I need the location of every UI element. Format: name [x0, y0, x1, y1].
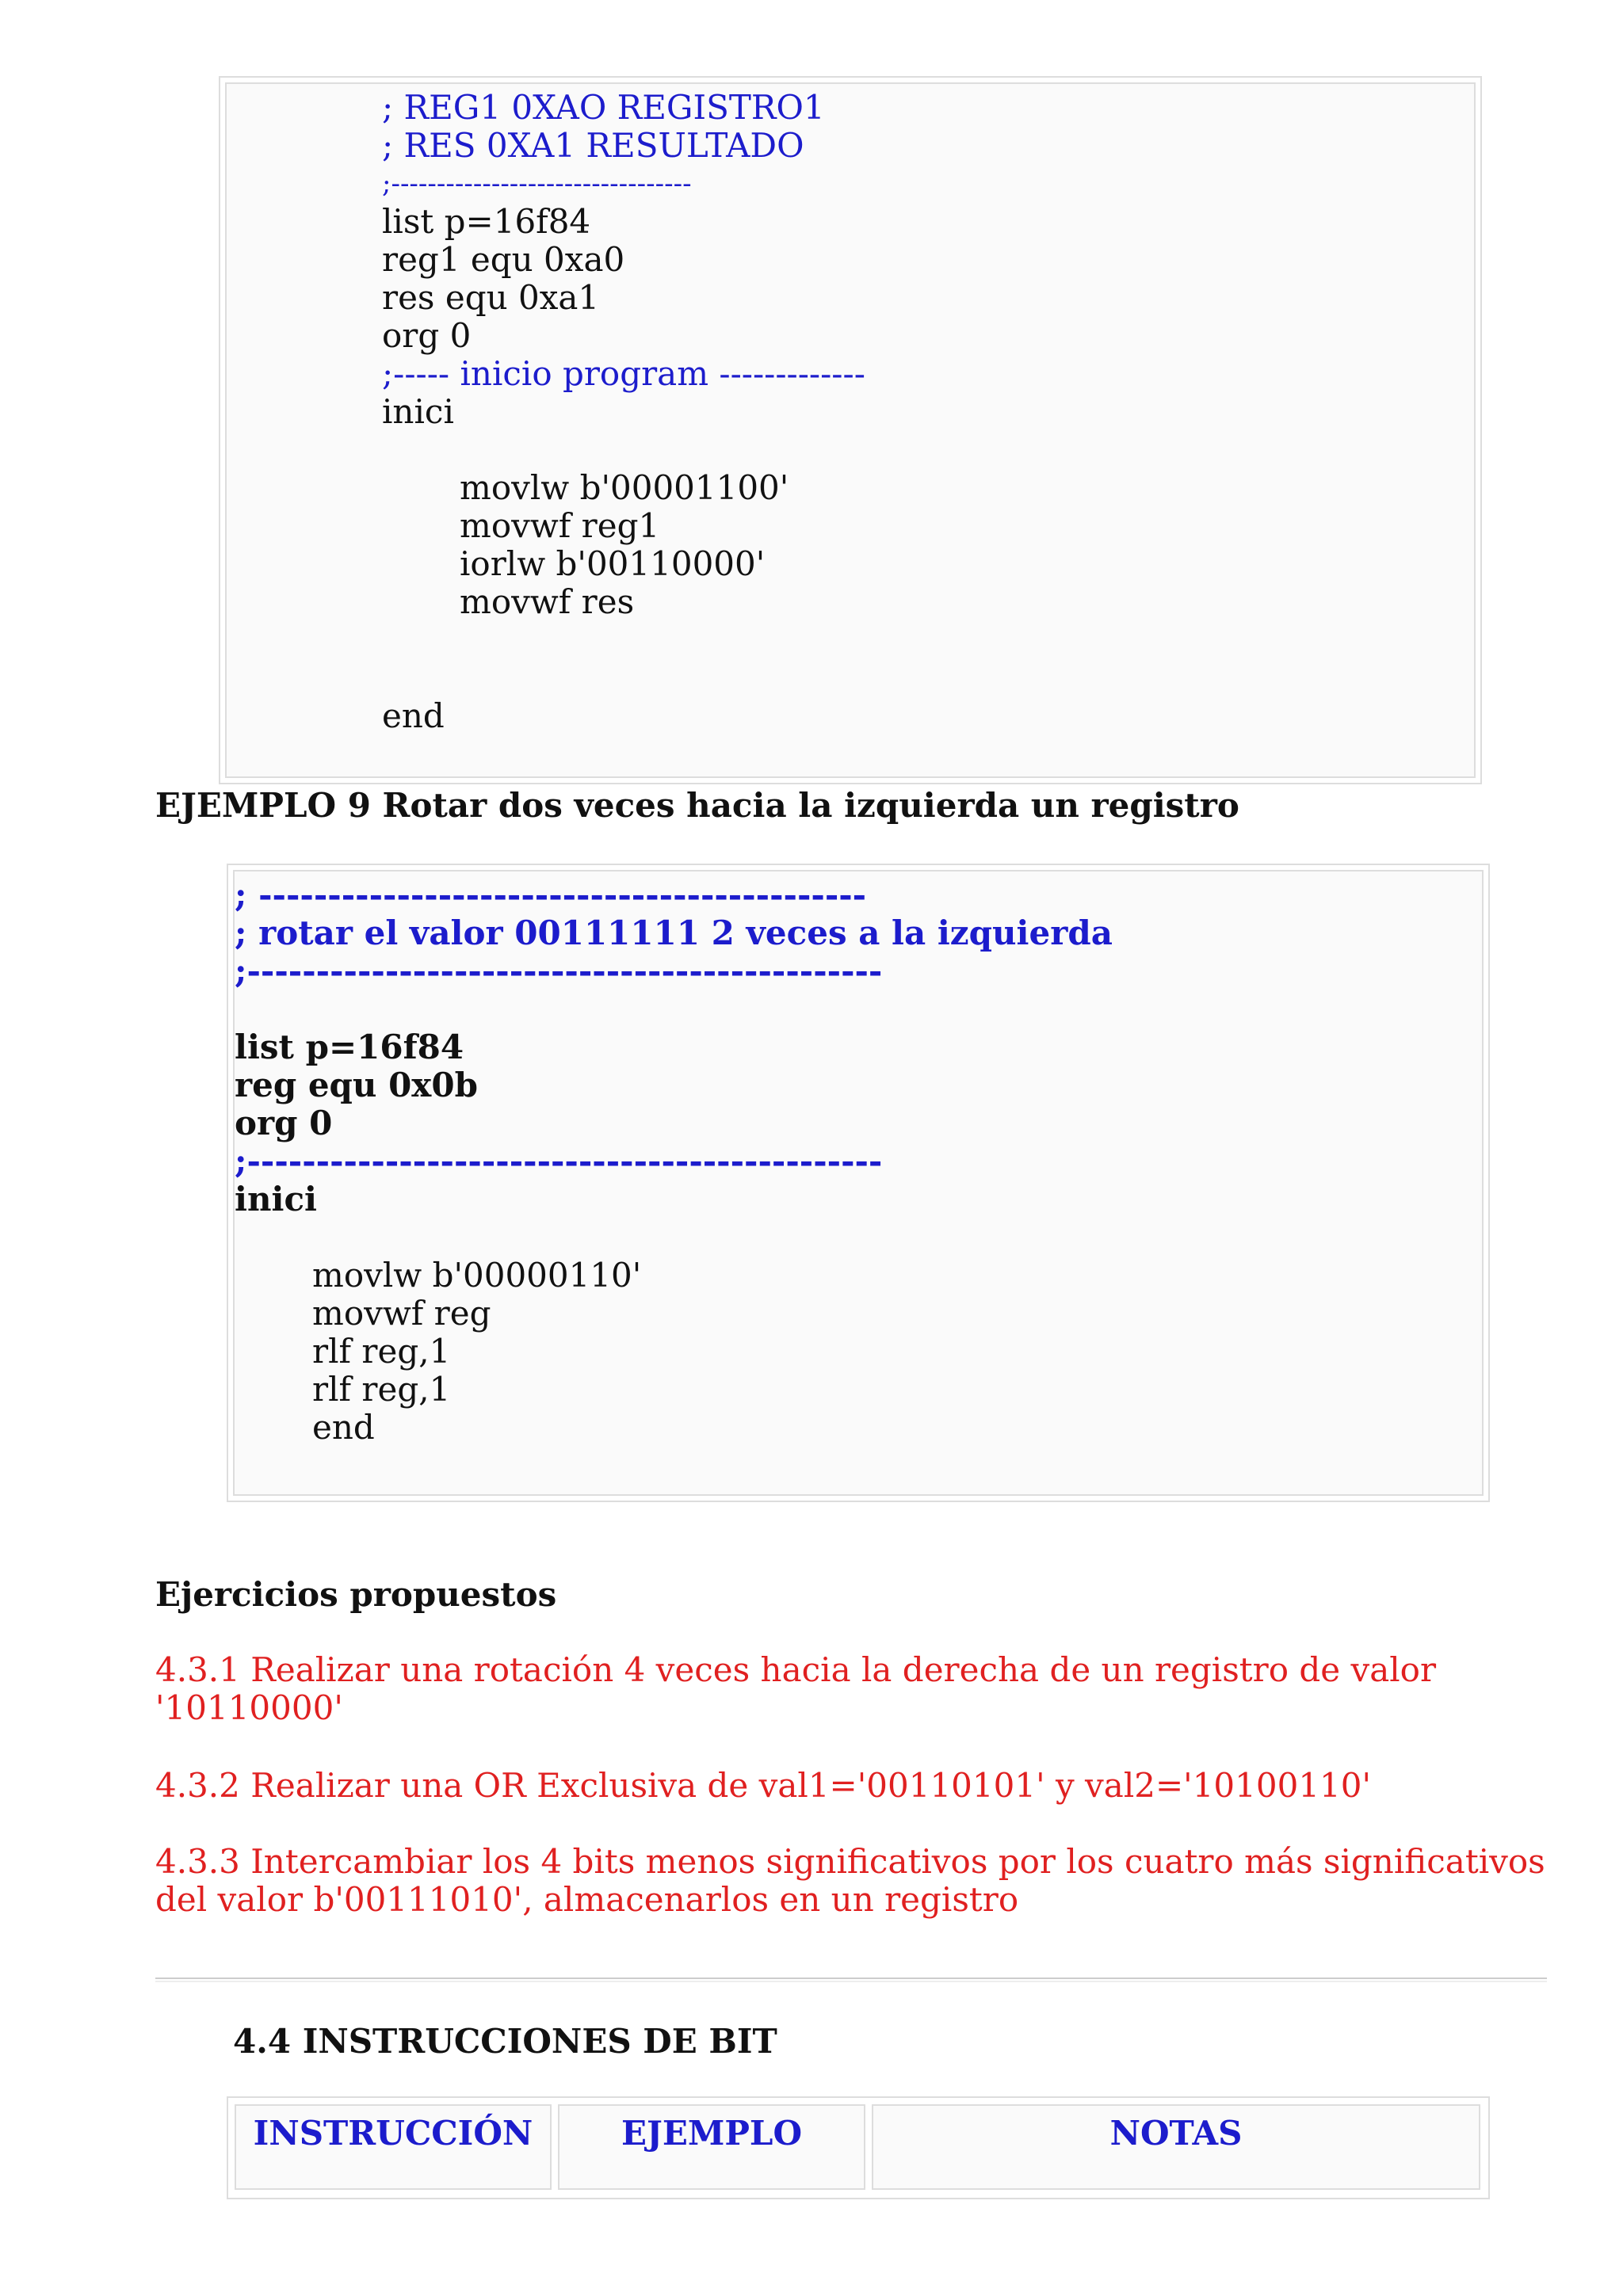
code-comment-line: ; rotar el valor 00111111 2 veces a la izquierda [235, 913, 1113, 952]
code-comment-line: ;---------------------------------------------- [235, 952, 883, 990]
code-directive-line: reg1 equ 0xa0 [382, 240, 625, 279]
exercises-heading: Ejercicios propuestos [155, 1575, 557, 1614]
code-directive-line: res equ 0xa1 [382, 278, 600, 317]
code-directive-line: list p=16f84 [235, 1028, 464, 1066]
table-header-instruccion: INSTRUCCIÓN [235, 2104, 552, 2190]
code-comment-line: ;--------------------------------- [382, 168, 692, 200]
table-header-ejemplo: EJEMPLO [558, 2104, 865, 2190]
code-instruction-line: movwf reg [312, 1294, 491, 1333]
code-instruction-line: end [312, 1408, 375, 1447]
code-label: inici [235, 1180, 317, 1219]
code-end-line: end [382, 696, 445, 735]
code-comment-line: ; RES 0XA1 RESULTADO [382, 126, 804, 165]
code-directive-line: org 0 [382, 316, 472, 355]
code-instruction-line: rlf reg,1 [312, 1370, 451, 1409]
exercise-item: 4.3.1 Realizar una rotación 4 veces hacia la derecha de un registro de valor '10110000' [155, 1650, 1437, 1727]
code-directive-line: list p=16f84 [382, 202, 591, 241]
code-instruction-line: movlw b'00001100' [460, 468, 789, 507]
code-instruction-line: movlw b'00000110' [312, 1256, 642, 1295]
code-label: inici [382, 392, 454, 431]
code-comment-line: ; REG1 0XAO REGISTRO1 [382, 88, 825, 127]
exercise-item: 4.3.3 Intercambiar los 4 bits menos significativos por los cuatro más significativos del valor b'00111010', almacenarlos en un registro [155, 1842, 1545, 1919]
code-separator-line: ;---------------------------------------------- [235, 1142, 883, 1180]
code-directive-line: org 0 [235, 1104, 333, 1142]
code-instruction-line: movwf res [460, 582, 635, 621]
code-instruction-line: movwf reg1 [460, 506, 660, 545]
exercise-item: 4.3.2 Realizar una OR Exclusiva de val1='00110101' y val2='10100110' [155, 1766, 1372, 1805]
code-instruction-line: rlf reg,1 [312, 1332, 451, 1371]
code-program-comment: ;----- inicio program ------------- [382, 354, 865, 393]
example-9-heading: EJEMPLO 9 Rotar dos veces hacia la izquierda un registro [155, 786, 1239, 825]
code-comment-line: ; -------------------------------------------- [235, 875, 867, 914]
code-instruction-line: iorlw b'00110000' [460, 544, 766, 583]
table-header-notas: NOTAS [872, 2104, 1480, 2190]
code-directive-line: reg equ 0x0b [235, 1066, 478, 1104]
section-divider [155, 1978, 1547, 1982]
section-heading: 4.4 INSTRUCCIONES DE BIT [233, 2022, 777, 2061]
